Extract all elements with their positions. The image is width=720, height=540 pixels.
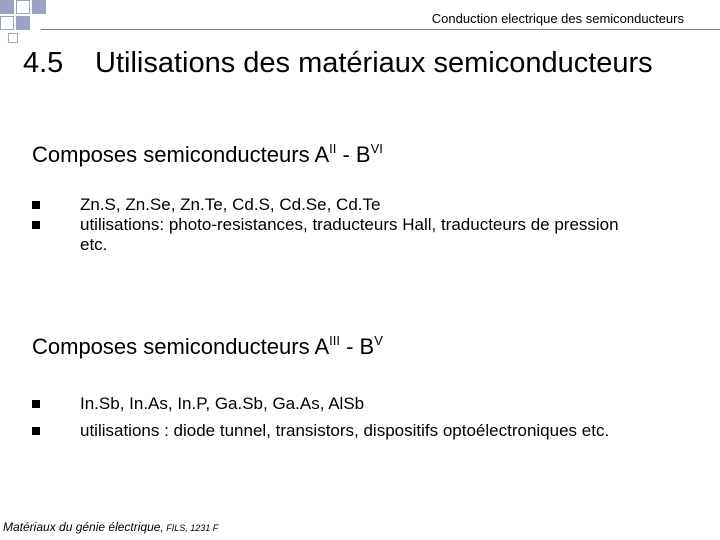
list-item [0,195,720,215]
list-item [0,421,720,441]
decor-square [16,16,30,30]
footer [3,520,218,534]
bullet-icon [32,427,40,435]
bullet-icon [32,201,40,209]
decor-square [0,0,14,14]
footer-text: Matériaux du génie électrique, [3,520,164,534]
superscript: III [329,333,340,348]
bullet-icon [32,221,40,229]
section-heading [32,334,383,360]
decor-square [0,16,14,30]
bullet-list [0,394,720,441]
list-item-text: utilisations : diode tunnel, transistors, dispositifs optoélectroniques etc. [80,421,610,440]
heading-text: Composes semiconducteurs A [32,142,330,167]
section-number: 4.5 [23,47,64,79]
bullet-icon [32,400,40,408]
superscript: VI [370,141,383,156]
title-text: Utilisations des matériaux semiconducteurs [95,47,653,79]
heading-text: - B [339,334,375,359]
list-item-text: In.Sb, In.As, In.P, Ga.Sb, Ga.As, AlSb [80,394,365,413]
decor-square [8,33,18,43]
bullet-list [0,195,720,254]
list-item-text: Zn.S, Zn.Se, Zn.Te, Cd.S, Cd.Se, Cd.Te [80,195,381,214]
running-header: Conduction electrique des semiconducteurs [431,11,684,26]
superscript: V [374,333,383,348]
decor-square [32,0,46,14]
header-rule [41,29,720,30]
list-item-text: utilisations: photo-resistances, traducteurs Hall, traducteurs de pression [80,215,619,234]
list-item [0,394,720,421]
section-heading [32,142,383,168]
decor-square [16,0,30,14]
slide-title [23,47,653,80]
footer-small-text: FILS, 1231 F [163,523,219,533]
list-continuation: etc. [80,235,108,254]
heading-text: - B [336,142,371,167]
superscript: II [329,141,337,156]
heading-text: Composes semiconducteurs A [32,334,330,359]
list-item [0,215,720,235]
